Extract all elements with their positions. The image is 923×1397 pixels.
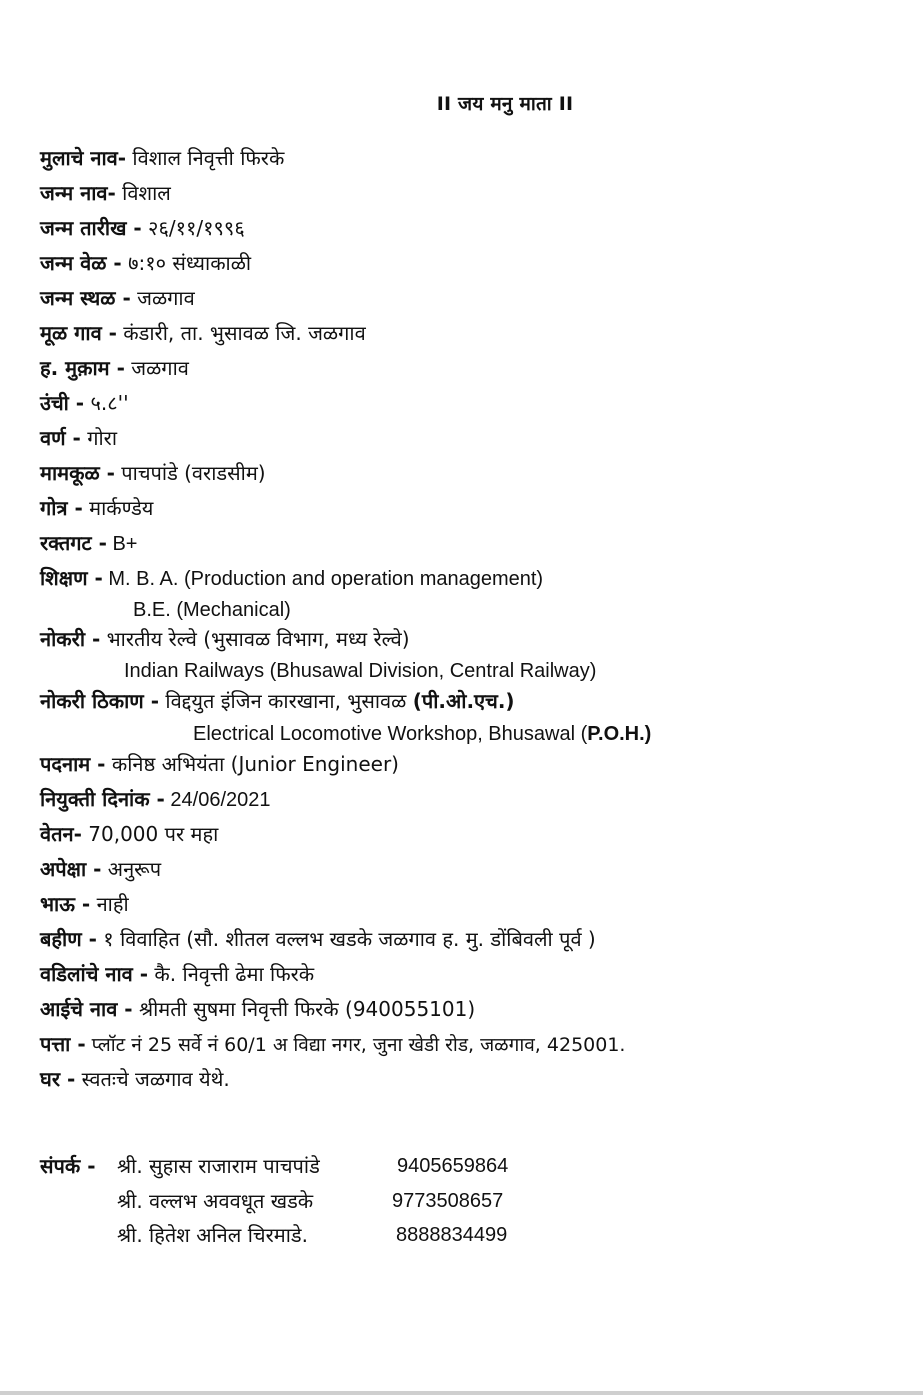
field-value: B+ (106, 533, 138, 555)
contact-phone: 9773508657 (392, 1190, 504, 1212)
field-father (40, 961, 314, 987)
field-brother (40, 891, 129, 917)
field-value: २६/११/१९९६ (141, 216, 245, 240)
field-label: जन्म तारीख - (40, 216, 142, 240)
field-house (40, 1066, 230, 1092)
field-gotra (40, 495, 153, 521)
field-name (40, 145, 284, 171)
field-label: बहीण - (40, 927, 97, 951)
field-value-bold: (पी.ओ.एच.) (412, 689, 515, 713)
field-birth-name (40, 180, 171, 206)
field-label: नोकरी ठिकाण - (40, 689, 160, 713)
field-value: नाही (90, 892, 129, 916)
field-value: विद्दयुत इंजिन कारखाना, भुसावळ (159, 689, 413, 713)
field-label: आईचे नाव - (40, 997, 133, 1021)
field-label: नियुक्ती दिनांक - (40, 787, 165, 811)
field-label: भाऊ - (40, 892, 91, 916)
field-value: श्रीमती सुषमा निवृत्ती फिरके (940055101) (132, 997, 476, 1021)
field-label: पत्ता - (40, 1032, 86, 1056)
field-birth-time (40, 250, 251, 276)
field-job-place (40, 688, 515, 714)
field-value: गोरा (80, 426, 118, 450)
field-label: उंची - (40, 391, 85, 415)
field-label: नोकरी - (40, 627, 101, 651)
field-label: पदनाम - (40, 752, 106, 776)
field-mother (40, 996, 475, 1022)
field-complexion (40, 425, 117, 451)
field-education (40, 565, 543, 592)
field-label: वडिलांचे नाव - (40, 962, 149, 986)
field-value: १ विवाहित (सौ. शीतल वल्लभ खडके जळगाव ह. मु. डोंबिवली पूर्व ) (96, 927, 596, 951)
field-value: कै. निवृत्ती ढेमा फिरके (148, 962, 315, 986)
field-value-bold: P.O.H.) (587, 723, 652, 745)
field-label: घर - (40, 1067, 76, 1091)
field-birth-place (40, 285, 195, 311)
field-blood (40, 530, 137, 557)
field-value: Electrical Locomotive Workshop, Bhusawal ( (193, 723, 588, 745)
field-label: अपेक्षा - (40, 857, 102, 881)
field-value: भारतीय रेल्वे (भुसावळ विभाग, मध्य रेल्वे) (100, 627, 410, 651)
field-label: ह. मुक़ाम - (40, 356, 125, 380)
contact-name: श्री. सुहास राजाराम पाचपांडे (117, 1154, 320, 1178)
field-value: कनिष्ठ अभियंता (Junior Engineer) (105, 752, 399, 776)
field-native (40, 320, 366, 346)
field-mamkul (40, 460, 266, 486)
page-title: II जय मनु माता II (436, 93, 574, 115)
field-value: अनुरूप (101, 857, 162, 881)
field-value: पाचपांडे (वराडसीम) (114, 461, 266, 485)
field-label: वर्ण - (40, 426, 81, 450)
field-appointment (40, 786, 271, 813)
contact-label (40, 1153, 96, 1179)
page-bottom-divider (0, 1391, 923, 1395)
field-sister (40, 926, 596, 952)
field-label: मूळ गाव - (40, 321, 117, 345)
contact-phone: 9405659864 (397, 1155, 509, 1177)
field-value: M. B. A. (Production and operation management) (102, 568, 544, 590)
field-salary (40, 821, 218, 847)
field-value: मार्कण्डेय (82, 496, 154, 520)
field-dob (40, 215, 245, 241)
field-value: 24/06/2021 (164, 789, 271, 811)
field-height (40, 390, 129, 416)
field-job-place-cont (193, 721, 651, 747)
field-label: रक्तगट - (40, 531, 107, 555)
field-label: गोत्र - (40, 496, 83, 520)
field-value: विशाल (115, 181, 171, 205)
field-value: जळगाव (130, 286, 195, 310)
contact-name: श्री. हितेश अनिल चिरमाडे. (117, 1223, 308, 1247)
contact-name: श्री. वल्लभ अववधूत खडके (117, 1189, 314, 1213)
field-job (40, 626, 410, 652)
field-value: ७:१० संध्याकाळी (121, 251, 252, 275)
field-address (40, 1031, 625, 1058)
field-education-cont: B.E. (Mechanical) (133, 599, 291, 621)
field-label: जन्म नाव- (40, 181, 116, 205)
field-value: विशाल निवृत्ती फिरके (126, 146, 285, 170)
field-label: मुलाचे नाव- (40, 146, 127, 170)
field-label: शिक्षण - (40, 566, 103, 590)
field-residence (40, 355, 189, 381)
field-expectation (40, 856, 161, 882)
field-value: ५.८'' (84, 391, 129, 415)
field-label: मामकूळ - (40, 461, 115, 485)
field-value: कंडारी, ता. भुसावळ जि. जळगाव (116, 321, 366, 345)
field-job-cont: Indian Railways (Bhusawal Division, Central Railway) (124, 660, 597, 682)
field-value: प्लॉट नं 25 सर्वे नं 60/1 अ विद्या नगर, जुना खेडी रोड, जळगाव, 425001. (85, 1034, 626, 1056)
field-label: वेतन- (40, 822, 82, 846)
field-value: स्वतःचे जळगाव येथे. (75, 1067, 230, 1091)
field-label: जन्म वेळ - (40, 251, 122, 275)
field-label: जन्म स्थळ - (40, 286, 131, 310)
contact-phone: 8888834499 (396, 1224, 508, 1246)
field-value: जळगाव (124, 356, 189, 380)
field-value: 70,000 पर महा (81, 822, 219, 846)
contact-label-text: संपर्क - (40, 1154, 96, 1178)
field-designation (40, 751, 399, 777)
